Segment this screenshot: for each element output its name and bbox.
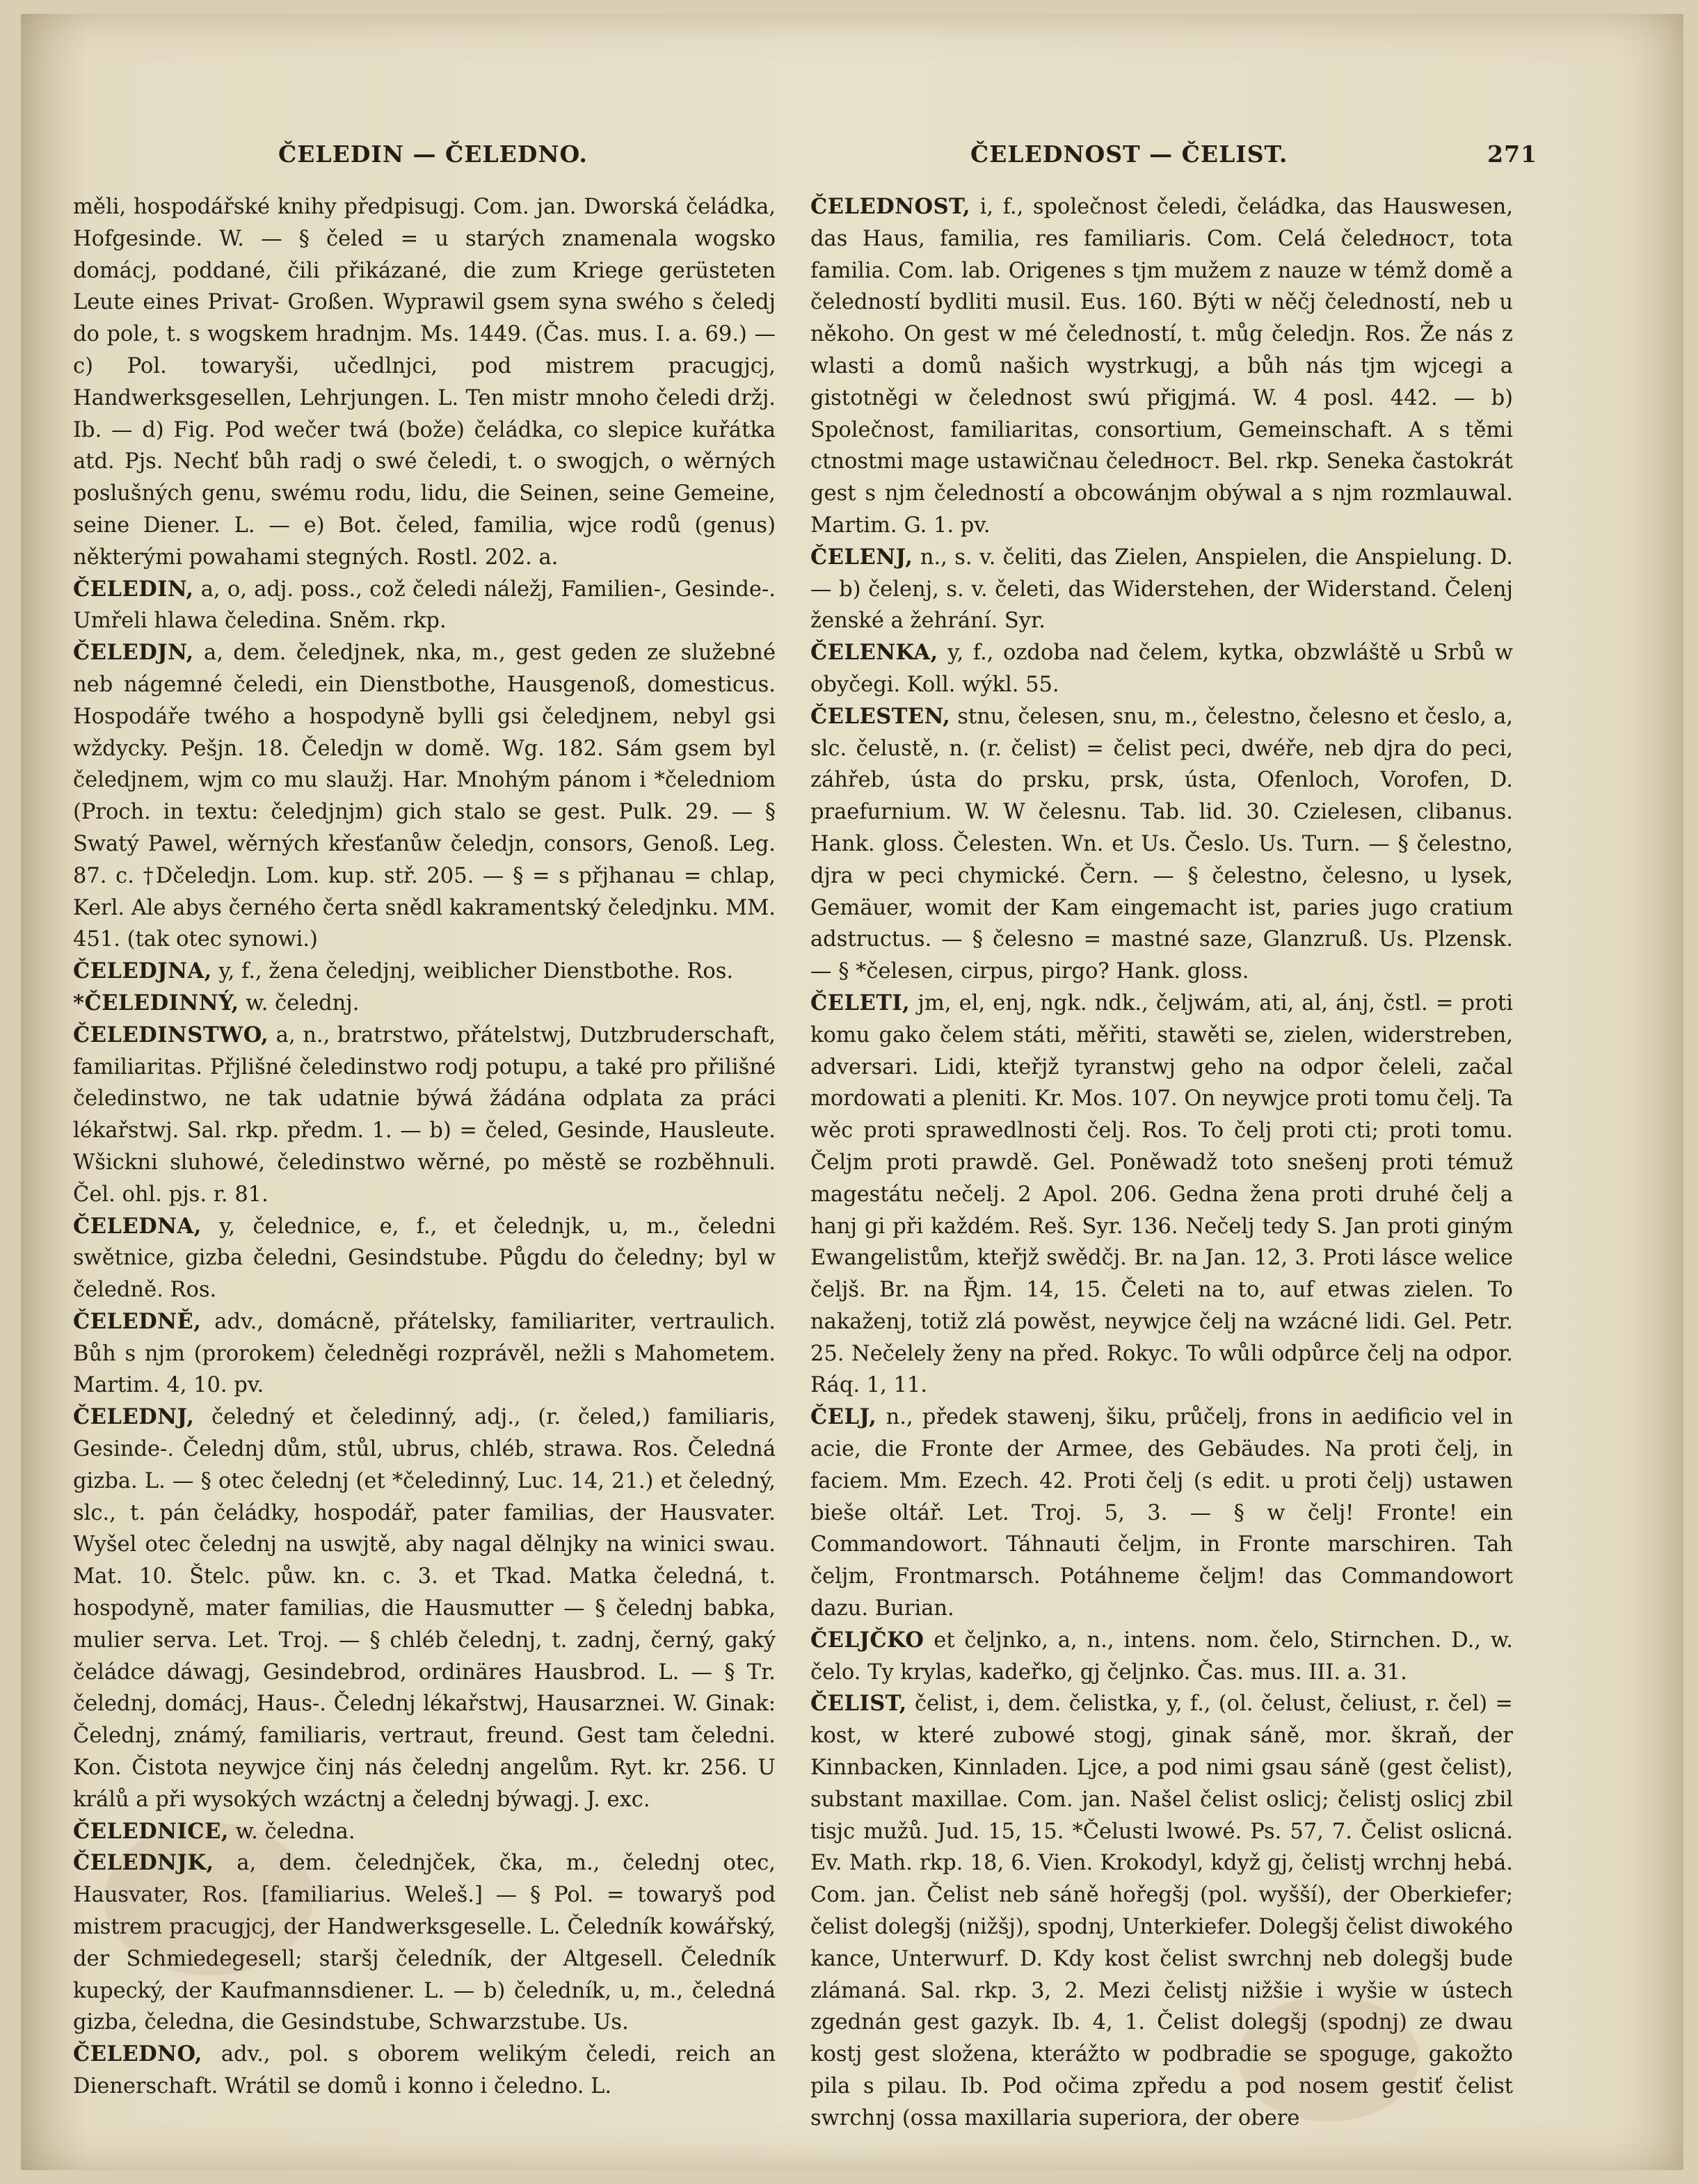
- entry-headword: ČELESTEN,: [810, 703, 951, 729]
- running-header-right: ČELEDNOST — ČELIST.: [970, 140, 1288, 168]
- left-column: [73, 191, 776, 2103]
- entry: [810, 637, 1513, 701]
- running-header-left: ČELEDIN — ČELEDNO.: [278, 140, 588, 168]
- entry: [73, 191, 776, 574]
- entry-headword: ČELEDNJK,: [73, 1850, 214, 1876]
- entry: [73, 956, 776, 988]
- entry-headword: ČELENKA,: [810, 640, 938, 666]
- entry: [810, 1688, 1513, 2134]
- entry: [73, 1847, 776, 2039]
- entry: [73, 1020, 776, 1211]
- entry-headword: ČELIST,: [810, 1691, 907, 1717]
- entry-text: měli, hospodářské knihy předpisugj. Com. jan. Dworská čeládka, Hofgesinde. W. — § čeled = u starých znamenala wogsko domácj, poddané, čili přikázané, die zum Kriege gerüsteten Leute eines Privat- Großen. Wyprawil gsem syna swého s čeledj do pole, t. s wogskem hradnjm. Ms. 1449. (Čas. mus. I. a. 69.) — c) Pol. towaryši, učedlnjci, pod mistrem pracugjcj, Handwerksgesellen, Lehrjungen. L. Ten mistr mnoho čeledi držj. Ib. — d) Fig. Pod wečer twá (bože) čeládka, co slepice kuřátka atd. Pjs. Nechť bůh radj o swé čeledi, t. o swogjch, o wěrných poslušných genu, swému rodu, lidu, die Seinen, seine Gemeine, seine Diener. L. — e) Bot. čeled, familia, wjce rodů (genus) některými powahami stegných. Rostl. 202. a.: [73, 195, 776, 570]
- entry-text: y, f., ozdoba nad čelem, kytka, obzwláště u Srbů w obyčegi. Koll. wýkl. 55.: [810, 641, 1513, 697]
- entry-headword: *ČELEDINNÝ,: [73, 990, 239, 1015]
- page-number: 271: [1487, 140, 1537, 168]
- entry-text: i, f., společnost čeledi, čeládka, das Hauswesen, das Haus, familia, res familiaris. Com. Celá čeledност, tota familia. Com. lab. Origenes s tjm mužem z nauze w témž domě a čeledností bydliti musil. Eus. 160. Býti w něčj čeledností, neb u někoho. On gest w mé čeledností, t. můg čeledjn. Ros. Že nás z wlasti a domů našich wystrkugj, a bůh nás tjm wjcegi a gistotněgi w čelednost swú přigjmá. W. 4 posl. 442. — b) Společnost, familiaritas, consortium, Gemeinschaft. A s těmi ctnostmi mage ustawičnau čeledност. Bel. rkp. Seneka častokrát gest s njm čeledností a obcowánjm obýwal a s njm rozmlauwal. Martim. G. 1. pv.: [810, 195, 1513, 538]
- entry-text: et čeljnko, a, n., intens. nom. čelo, Stirnchen. D., w. čelo. Ty krylas, kadeřko, gj čeljnko. Čas. mus. III. a. 31.: [810, 1628, 1513, 1685]
- entry-headword: ČELETI,: [810, 990, 911, 1015]
- entry-headword: ČELEDIN,: [73, 576, 194, 602]
- entry: [73, 1306, 776, 1402]
- entry-text: stnu, čelesen, snu, m., čelestno, čelesno et česlo, a, slc. čelustě, n. (r. čelist) = čelist peci, dwéře, neb djra do peci, záhřeb, ústa do prsku, prsk, ústa, Ofenloch, Vorofen, D. praefurnium. W. W čelesnu. Tab. lid. 30. Czielesen, clibanus. Hank. gloss. Čelesten. Wn. et Us. Česlo. Us. Turn. — § čelestno, djra w peci chymické. Čern. — § čelestno, čelesno, u lysek, Gemäuer, womit der Kam eingemacht ist, paries jugo cratium adstructus. — § čelesno = mastné saze, Glanzruß. Us. Plzensk. — § *čelesen, cirpus, pirgo? Hank. gloss.: [810, 704, 1513, 984]
- entry: [73, 988, 776, 1020]
- entry: [73, 637, 776, 956]
- entry-text: a, n., bratrstwo, přátelstwj, Dutzbruderschaft, familiaritas. Přjlišné čeledinstwo rodj potupu, a také pro přilišné čeledinstwo, ne tak udatnie býwá žádána odplata za práci lékařstwj. Sal. rkp. předm. 1. — b) = čeled, Gesinde, Hausleute. Wšickni sluhowé, čeledinstwo wěrné, po městě se rozběhnuli. Čel. ohl. pjs. r. 81.: [73, 1022, 776, 1207]
- entry-text: jm, el, enj, ngk. ndk., čeljwám, ati, al, ánj, čstl. = proti komu gako čelem státi, měřiti, stawěti se, zielen, widerstreben, adversari. Lidi, kteřjž tyranstwj geho na odpor čeleli, začal mordowati a pleniti. Kr. Mos. 107. On neywjce proti tomu čelj. Ta wěc proti sprawedlnosti čelj. Ros. To čelj proti cti; proti tomu. Čeljm proti prawdě. Gel. Poněwadž toto snešenj proti témuž magestátu nečelj. 2 Apol. 206. Gedna žena proti druhé čelj a hanj gi při každém. Reš. Syr. 136. Nečelj tedy S. Jan proti giným Ewangelistům, kteřjž swědčj. Br. na Jan. 12, 3. Proti lásce welice čeljš. Br. na Řjm. 14, 15. Čeleti na to, auf etwas zielen. To nakaženj, totiž zlá powěst, neywjce čelj na wzácné lidi. Gel. Petr. 25. Nečelely ženy na před. Rokyc. To wůli odpůrce čelj na odpor. Ráq. 1, 11.: [810, 990, 1513, 1398]
- entry-headword: ČELEDNICE,: [73, 1818, 229, 1844]
- entry-text: adv., domácně, přátelsky, familiariter, vertraulich. Bůh s njm (prorokem) čeledněgi rozprávěl, nežli s Mahometem. Martim. 4, 10. pv.: [73, 1309, 776, 1398]
- entry: [73, 1402, 776, 1815]
- entry-text: w. čeledna.: [228, 1819, 355, 1844]
- entry: [73, 1211, 776, 1306]
- right-column: [810, 191, 1513, 2135]
- entry-headword: ČELEDNA,: [73, 1213, 202, 1239]
- entry-headword: ČELEDNJ,: [73, 1404, 195, 1430]
- entry-headword: ČELEDNO,: [73, 2041, 202, 2067]
- entry-text: a, dem. čeledjnek, nka, m., gest geden ze služebné neb nágemné čeledi, ein Dienstbothe, Hausgenoß, domesticus. Hospodáře twého a hospodyně bylli gsi čeledjnem, nebyl gsi wždycky. Pešjn. 18. Čeledjn w domě. Wg. 182. Sám gsem byl čeledjnem, wjm co mu slaužj. Har. Mnohým pánom i *čeledniom (Proch. in textu: čeledjnjm) gich stalo se gest. Pulk. 29. — § Swatý Pawel, wěrných křesťanůw čeledjn, consors, Genoß. Leg. 87. c. †Dčeledjn. Lom. kup. stř. 205. — § = s přjhanau = chlap, Kerl. Ale abys černého čerta snědl kakramentský čeledjnku. MM. 451. (tak otec synowi.): [73, 641, 776, 952]
- entry-headword: ČELEDJNA,: [73, 958, 212, 984]
- entry: [810, 1402, 1513, 1625]
- entry-text: y, f., žena čeledjnj, weiblicher Dienstbothe. Ros.: [211, 959, 734, 984]
- entry: [810, 988, 1513, 1402]
- entry-text: čelist, i, dem. čelistka, y, f., (ol. čelust, čeliust, r. čel) = kost, w které zubowé stogj, ginak sáně, mor. škraň, der Kinnbacken, Kinnladen. Ljce, a pod nimi gsau sáně (gest čelist), substant maxillae. Com. jan. Našel čelist oslicj; čelistj oslicj zbil tisjc mužů. Jud. 15, 15. *Čelusti lwowé. Ps. 57, 7. Čelist oslicná. Ev. Math. rkp. 18, 6. Vien. Krokodyl, když gj, čelistj wrchnj hebá. Com. jan. Čelist neb sáně hořegšj (pol. wyšší), der Oberkiefer; čelist dolegšj (nižšj), spodnj, Unterkiefer. Dolegšj čelist diwokého kance, Unterwurf. D. Kdy kost čelist swrchnj neb dolegšj bude zlámaná. Sal. rkp. 3, 2. Mezi čelistj nižšie i wyšie w ústech zgednán gest gazyk. Ib. 4, 1. Čelist dolegšj (spodnj) ze dwau kostj gest složena, kterážto w podbradie se spoguge, gakožto pila s pilau. Ib. Pod očima zpředu a pod nosem gestiť čelist swrchnj (ossa maxillaria superiora, der obere: [810, 1692, 1513, 2130]
- entry-headword: ČELENJ,: [810, 544, 913, 570]
- entry: [73, 574, 776, 638]
- entry-headword: ČELEDNĚ,: [73, 1308, 202, 1334]
- entry-text: a, dem. čelednjček, čka, m., čelednj otec, Hausvater, Ros. [familiarius. Weleš.] — § Pol. = towaryš pod mistrem pracugjcj, der Handwerksgeselle. L. Čeledník kowářský, der Schmiedegesell; staršj čeledník, der Altgesell. Čeledník kupecký, der Kaufmannsdiener. L. — b) čeledník, u, m., čeledná gizba, čeledna, die Gesindstube, Schwarzstube. Us.: [73, 1851, 776, 2035]
- entry-text: adv., pol. s oborem welikým čeledi, reich an Dienerschaft. Wrátil se domů i konno i čeledno. L.: [73, 2042, 776, 2099]
- entry-text: n., s. v. čeliti, das Zielen, Anspielen, die Anspielung. D. — b) čelenj, s. v. čeleti, das Widerstehen, der Widerstand. Čelenj ženské a žehrání. Syr.: [810, 545, 1513, 634]
- entry-text: n., předek stawenj, šiku, průčelj, frons in aedificio vel in acie, die Fronte der Armee, des Gebäudes. Na proti čelj, in faciem. Mm. Ezech. 42. Proti čelj (s edit. u proti čelj) ustawen bieše oltář. Let. Troj. 5, 3. — § w čelj! Fronte! ein Commandowort. Táhnauti čeljm, in Fronte marschiren. Tah čeljm, Frontmarsch. Potáhneme čeljm! das Commandowort dazu. Burian.: [810, 1405, 1513, 1621]
- entry-text: y, čelednice, e, f., et čelednjk, u, m., čeledni swětnice, gizba čeledni, Gesindstube. Půgdu do čeledny; byl w čeledně. Ros.: [73, 1214, 776, 1303]
- entry: [810, 1625, 1513, 1689]
- entry: [810, 701, 1513, 988]
- entry-text: a, o, adj. poss., což čeledi náležj, Familien-, Gesinde-. Umřeli hlawa čeledina. Sněm. rkp.: [73, 577, 776, 634]
- entry-headword: ČELEDINSTWO,: [73, 1022, 269, 1047]
- entry: [73, 2039, 776, 2103]
- entry-headword: ČELJ,: [810, 1404, 877, 1430]
- entry-headword: ČELEDNOST,: [810, 194, 971, 219]
- entry-text: w. čelednj.: [239, 990, 360, 1015]
- entry: [810, 191, 1513, 542]
- dictionary-page: [21, 14, 1683, 2170]
- entry: [810, 542, 1513, 637]
- entry-text: čeledný et čeledinný, adj., (r. čeled,) familiaris, Gesinde-. Čelednj dům, stůl, ubrus, chléb, strawa. Ros. Čeledná gizba. L. — § otec čelednj (et *čeledinný, Luc. 14, 21.) et čeledný, slc., t. pán čeládky, hospodář, pater familias, der Hausvater. Wyšel otec čelednj na uswjtě, aby nagal dělnjky na winici swau. Mat. 10. Štelc. půw. kn. c. 3. et Tkad. Matka čeledná, t. hospodyně, mater familias, die Hausmutter — § čelednj babka, mulier serva. Let. Troj. — § chléb čelednj, t. zadnj, černý, gaký čeládce dáwagj, Gesindebrod, ordinäres Hausbrod. L. — § Tr. čelednj, domácj, Haus-. Čelednj lékařstwj, Hausarznei. W. Ginak: Čelednj, známý, familiaris, vertraut, freund. Gest tam čeledni. Kon. Čistota neywjce činj nás čelednj angelům. Ryt. kr. 256. U králů a při wysokých wzáctnj a čelednj býwagj. J. exc.: [73, 1405, 776, 1812]
- entry-headword: ČELEDJN,: [73, 640, 194, 666]
- entry: [73, 1816, 776, 1848]
- entry-headword: ČELJČKO: [810, 1627, 924, 1653]
